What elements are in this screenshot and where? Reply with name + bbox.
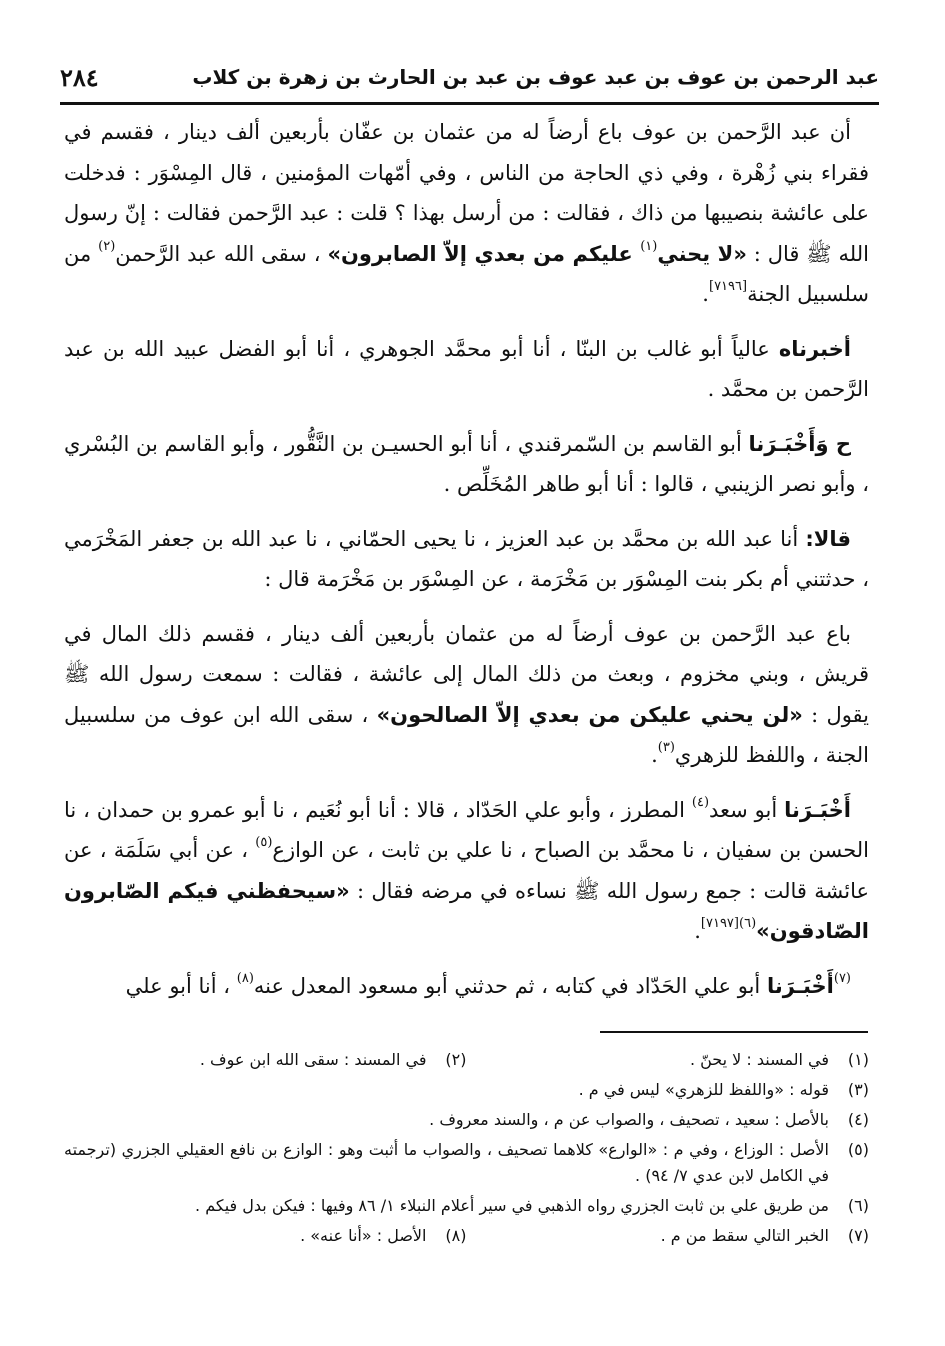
p3-text: أبو القاسم بن السّمرقندي ، أنا أبو الحسيـن بن النَّقُّور ، وأبو القاسم بن البُسْري ، وأبو نصر الزينبي ، قالوا : أنا أبو طاهر المُخَلِّص . [64, 431, 869, 496]
p1-text-b: ، سقى الله عبد الرَّحمن [115, 241, 328, 266]
footnote-ref-8[interactable]: (٨) [236, 970, 254, 986]
page-header [60, 52, 879, 105]
footnote-3 [64, 1077, 869, 1103]
main-text [64, 112, 869, 1020]
footnote-2 [64, 1047, 467, 1073]
footnote-text: قوله : «واللفظ للزهري» ليس في م . [578, 1080, 829, 1099]
footnote-number: (٨) [445, 1226, 467, 1245]
footnote-row [64, 1223, 869, 1249]
footnote-text: الأصل : الوزاع ، وفي م : «الوارع» كلاهما تصحيف ، والصواب ما أثبت وهو : الوازع بن نافع العقيلي الجزري (ترجمته في الكامل لابن عدي ٧/ ٩٤) . [64, 1140, 829, 1185]
p1-text-c: من سلسبيل الجنة [64, 241, 869, 306]
p5-text-c: . [651, 743, 658, 767]
footnote-1 [467, 1047, 870, 1073]
p2-lead: أخبرناه [778, 336, 851, 361]
footnote-text: الأصل : «أنا عنه» . [300, 1226, 427, 1245]
p6-text-a: أبو سعد [709, 797, 785, 822]
footnote-text: بالأصل : سعيد ، تصحيف ، والصواب عن م ، والسند معروف . [429, 1110, 829, 1129]
p5-quote: «لن يحني عليكن من بعدي إلاّ الصالحون» [376, 702, 803, 727]
footnote-5 [64, 1137, 869, 1189]
paragraph-1 [64, 112, 869, 315]
footnote-number: (٤) [847, 1110, 869, 1129]
paragraph-5 [64, 614, 869, 776]
p1-text-d: . [702, 282, 709, 306]
footnote-8 [64, 1223, 467, 1249]
footnote-ref-2[interactable]: (٢) [98, 238, 116, 254]
footnote-number: (٢) [445, 1050, 467, 1069]
paragraph-2 [64, 329, 869, 410]
hadith-number-ref: [٧١٩٦] [708, 278, 748, 294]
p1-text-a: أن عبد الرَّحمن بن عوف باع أرضاً له من عثمان بن عفّان بأربعين ألف دينار ، فقسم في فقراء بني زُهْرة ، وفي ذي الحاجة من الناس ، وفي أمّهات المؤمنين ، قال المِسْوَر : فدخلت على عائشة بنصيبها من ذاك ، فقالت : من أرسل بهذا ؟ قلت : عبد الرَّحمن فقالت : إنّ رسول الله ﷺ قال : [64, 120, 869, 266]
paragraph-7 [64, 966, 869, 1007]
running-title: عبد الرحمن بن عوف بن عبد عوف بن عبد بن الحارث بن زهرة بن كلاب [192, 65, 879, 89]
footnote-6 [64, 1193, 869, 1219]
p7-text-a: أبو علي الحَدّاد في كتابه ، ثم حدثني أبو مسعود المعدل عنه [253, 973, 767, 998]
footnote-number: (٦) [847, 1196, 869, 1215]
footnote-ref-5[interactable]: (٥) [255, 834, 273, 850]
p5-text-b: ، سقى الله ابن عوف من سلسبيل الجنة ، واللفظ للزهري [64, 702, 869, 767]
footnote-text: في المسند : لا يحنّ . [689, 1050, 829, 1069]
footnote-number: (٣) [847, 1080, 869, 1099]
hadith-number-ref-2: [٧١٩٧] [700, 915, 739, 931]
footnote-row [64, 1047, 869, 1073]
footnote-text: من طريق علي بن ثابت الجزري رواه الذهبي في سير أعلام النبلاء ١/ ٨٦ وفيها : فيكن بدل فيكم . [195, 1196, 829, 1215]
footnote-4 [64, 1107, 869, 1133]
p6-quote: «سيحفظني فيكم الصّابرون الصّادقون» [64, 878, 869, 943]
page-number: ٢٨٤ [60, 62, 99, 92]
footnote-ref-3[interactable]: (٣) [657, 739, 675, 755]
p1-quote-b: عليكم من بعدي إلاّ الصابرون» [327, 241, 641, 266]
footnotes [64, 1047, 869, 1253]
p6-text-c: ، عن أبي سَلَمَة ، عن عائشة قالت : جمع رسول الله ﷺ نساءه في مرضه فقال : [64, 838, 869, 903]
footnote-row [64, 1077, 869, 1103]
footnote-divider [600, 1031, 868, 1033]
footnote-row [64, 1137, 869, 1189]
p2-text: عالياً أبو غالب بن البنّا ، أنا أبو محمَّد الجوهري ، أنا أبو الفضل عبيد الله بن عبد الرَّحمن بن محمَّد . [64, 336, 869, 401]
footnote-row [64, 1107, 869, 1133]
footnote-ref-4[interactable]: (٤) [691, 794, 710, 810]
p7-text-b: ، أنا أبو علي [125, 973, 237, 998]
footnote-number: (٧) [847, 1226, 869, 1245]
p7-lead: أَخْبَـرَنا [766, 973, 834, 998]
paragraph-6 [64, 790, 869, 952]
footnote-ref-6[interactable]: (٦) [739, 915, 757, 931]
p5-text-a: باع عبد الرَّحمن بن عوف أرضاً له من عثمان بأربعين ألف دينار ، فقسم ذلك المال في قريش ، وبني مخزوم ، وبعث من ذلك المال إلى عائشة ، فقالت : سمعت رسول الله ﷺ يقول : [64, 621, 870, 727]
p3-lead: ح وَأَخْبَـرَنا [748, 431, 852, 456]
p6-text-b: المطرز ، وأبو علي الحَدّاد ، قالا : أنا أبو نُعَيم ، نا أبو عمرو بن حمدان ، نا الحسن بن سفيان ، نا محمَّد بن الصباح ، نا علي بن ثابت ، عن الوازع [64, 797, 869, 862]
footnote-number: (١) [847, 1050, 869, 1069]
p1-quote-a: «لا يحني [657, 241, 747, 266]
footnote-text: الخبر التالي سقط من م . [660, 1226, 829, 1245]
paragraph-3 [64, 424, 869, 505]
footnote-ref-7[interactable]: (٧) [833, 970, 851, 986]
footnote-7 [467, 1223, 870, 1249]
paragraph-4 [64, 519, 869, 600]
p4-text: أنا عبد الله بن محمَّد بن عبد العزيز ، نا يحيى الحمّاني ، نا عبد الله بن جعفر المَخْرَمي ، حدثتني أم بكر بنت المِسْوَر بن مَخْرَمة ، عن المِسْوَر بن مَخْرَمة قال : [64, 526, 869, 591]
footnote-ref-1[interactable]: (١) [640, 238, 658, 254]
p4-lead: قالا: [805, 526, 851, 551]
footnote-text: في المسند : سقى الله ابن عوف . [199, 1050, 427, 1069]
footnote-number: (٥) [847, 1140, 869, 1159]
p6-text-d: . [694, 919, 701, 943]
p6-lead: أَخْبَـرَنا [784, 797, 851, 822]
footnote-row [64, 1193, 869, 1219]
